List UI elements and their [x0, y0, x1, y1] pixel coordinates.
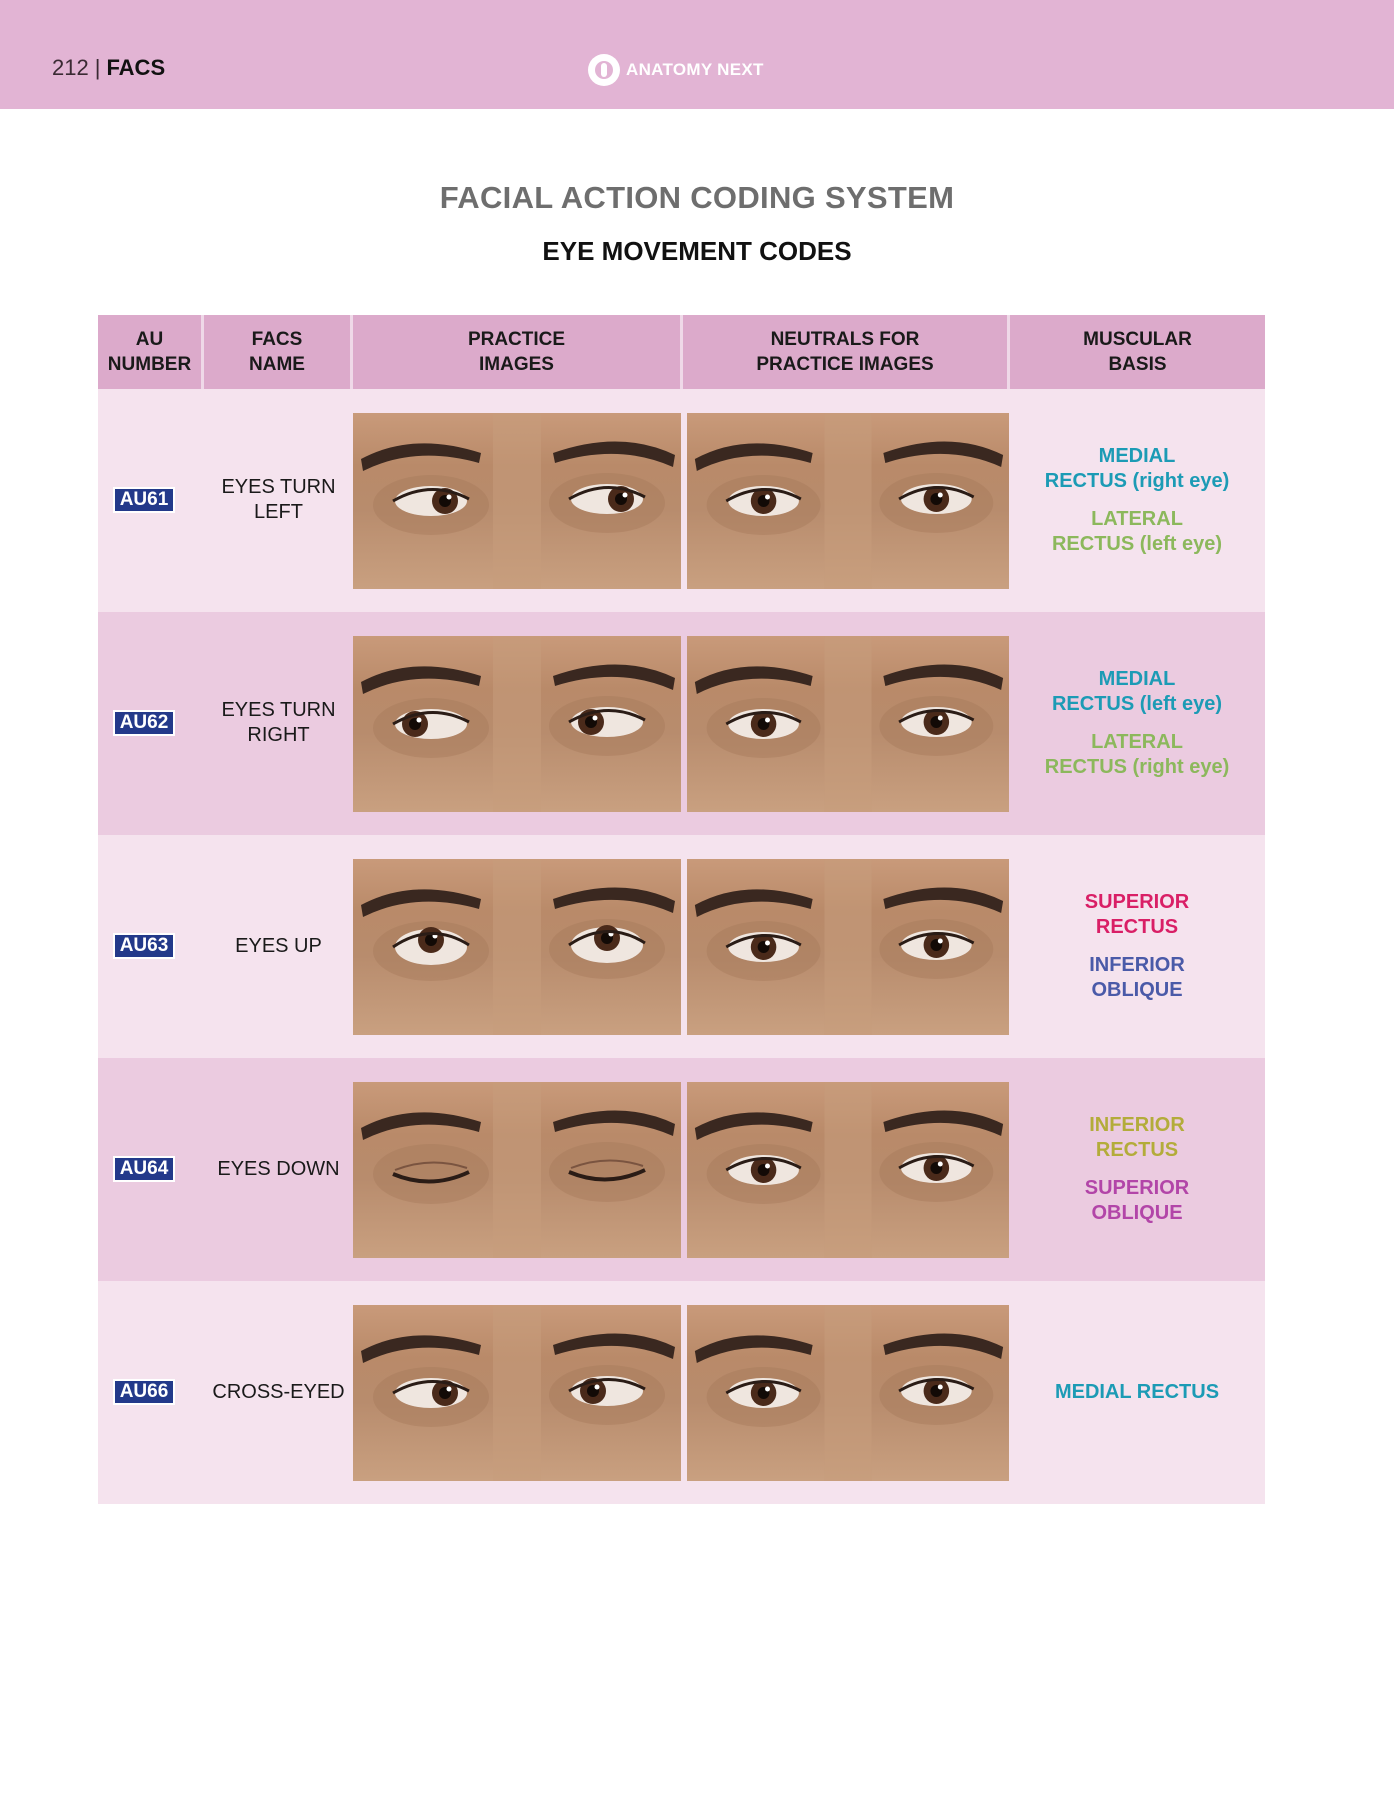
muscular-basis: [1009, 1113, 1265, 1226]
anatomy-next-logo-icon: [588, 54, 620, 86]
table-header: [98, 315, 1265, 389]
muscular-basis: [1009, 667, 1265, 780]
column-header-muscular-basis: MUSCULAR BASIS: [1083, 329, 1192, 375]
divider: |: [94, 55, 101, 80]
facs-name: EYES TURN RIGHT: [221, 699, 336, 746]
muscle-label: INFERIOR OBLIQUE: [1089, 953, 1185, 1001]
neutral-image: [687, 636, 1009, 812]
muscle-label: INFERIOR RECTUS: [1089, 1113, 1185, 1161]
au-number-badge: AU62: [113, 710, 175, 736]
muscular-basis: [1009, 1380, 1265, 1405]
section-name: FACS: [106, 55, 166, 80]
column-header-practice-images: PRACTICE IMAGES: [353, 315, 683, 389]
au-number-badge: AU61: [113, 487, 175, 513]
table-row: [98, 1058, 1265, 1281]
table-row: [98, 1281, 1265, 1504]
au-number-badge: AU64: [113, 1156, 175, 1182]
practice-image: [353, 1082, 681, 1258]
practice-image: [353, 413, 681, 589]
table-row: [98, 612, 1265, 835]
neutral-image: [687, 413, 1009, 589]
page-header: [0, 0, 1394, 109]
eye-movement-table: [98, 315, 1265, 1507]
au-number-badge: AU63: [113, 933, 175, 959]
page-title: FACIAL ACTION CODING SYSTEM: [439, 180, 955, 215]
practice-image: [353, 859, 681, 1035]
au-number-badge: AU66: [113, 1379, 175, 1405]
table-row: [98, 389, 1265, 612]
muscular-basis: [1009, 890, 1265, 1003]
brand-logo: [588, 53, 764, 87]
muscular-basis: [1009, 444, 1265, 557]
practice-image: [353, 1305, 681, 1481]
column-header-au-number: AU NUMBER: [98, 315, 204, 389]
column-header-facs-name: FACS NAME: [204, 315, 353, 389]
muscle-label: SUPERIOR RECTUS: [1084, 890, 1190, 938]
neutral-image: [687, 1305, 1009, 1481]
facs-name: CROSS-EYED: [212, 1380, 345, 1403]
muscle-label: SUPERIOR OBLIQUE: [1084, 1176, 1190, 1224]
page-subtitle: EYE MOVEMENT CODES: [542, 236, 852, 266]
neutral-image: [687, 1082, 1009, 1258]
neutral-image: [687, 859, 1009, 1035]
muscle-label: MEDIAL RECTUS: [1054, 1380, 1220, 1403]
facs-name: EYES TURN LEFT: [221, 476, 336, 523]
facs-name: EYES UP: [235, 934, 322, 957]
muscle-label: MEDIAL RECTUS (right eye): [1044, 444, 1230, 492]
muscle-label: MEDIAL RECTUS (left eye): [1051, 667, 1223, 715]
table-row: [98, 835, 1265, 1058]
facs-name: EYES DOWN: [217, 1157, 340, 1180]
page-number-label: [52, 55, 165, 81]
column-header-neutrals: NEUTRALS FOR PRACTICE IMAGES: [683, 315, 1010, 389]
muscle-label: LATERAL RECTUS (right eye): [1044, 730, 1230, 778]
practice-image: [353, 636, 681, 812]
page-number: 212: [52, 55, 89, 80]
muscle-label: LATERAL RECTUS (left eye): [1051, 507, 1223, 555]
brand-name: ANATOMY NEXT: [626, 60, 764, 79]
